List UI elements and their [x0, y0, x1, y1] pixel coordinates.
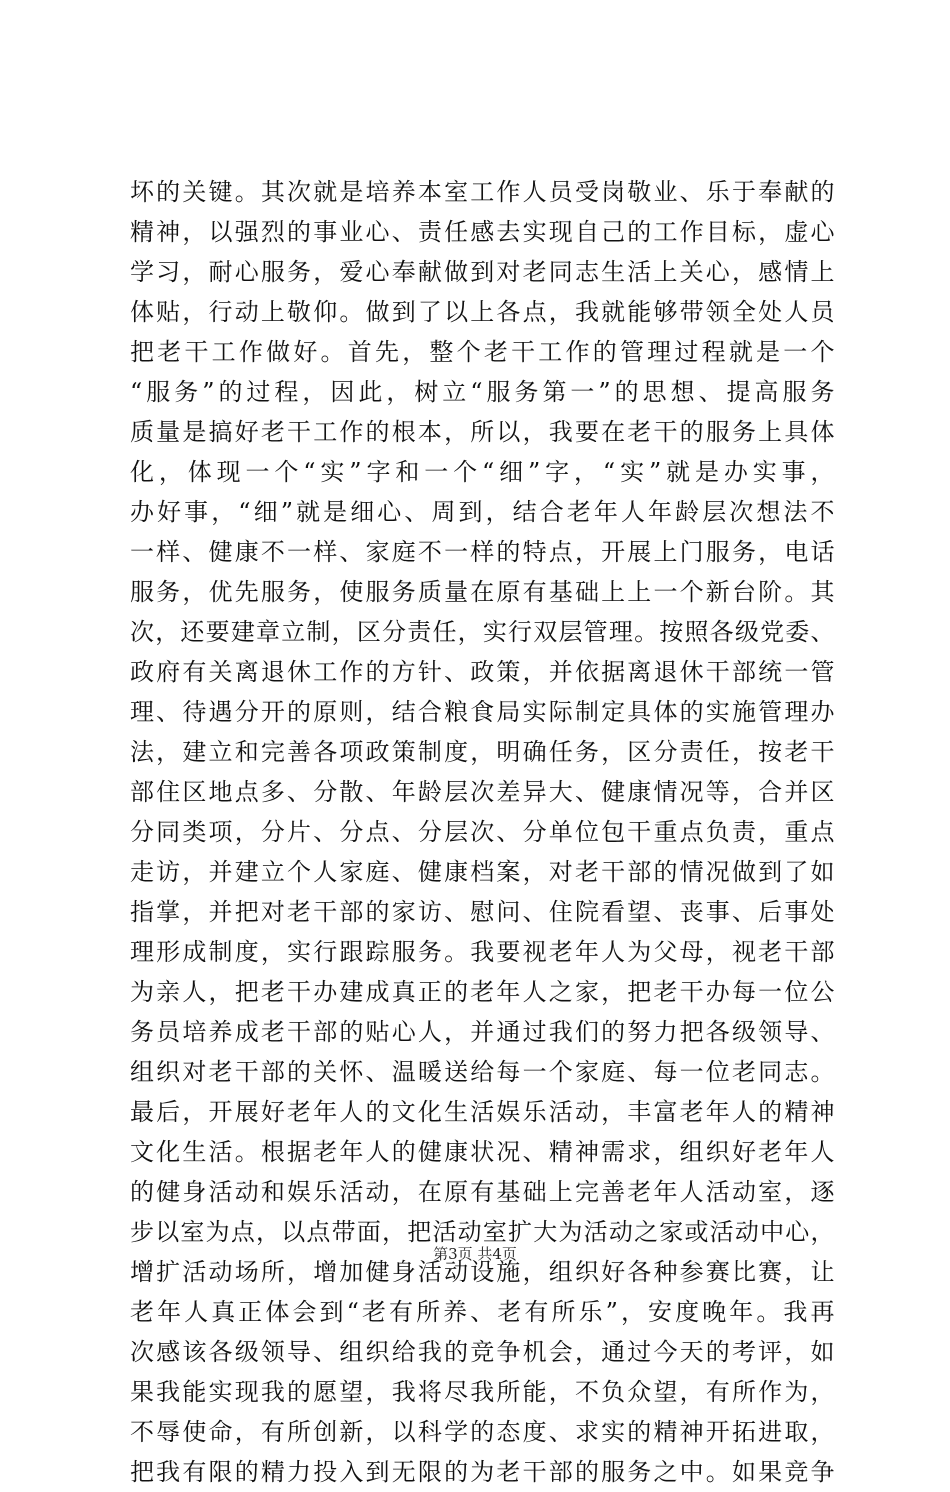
text-line: 的健身活动和娱乐活动，在原有基础上完善老年人活动室，逐	[130, 1178, 835, 1206]
text-line: 老年人真正体会到“老有所养、老有所乐”，安度晚年。我再	[130, 1298, 835, 1326]
text-line: 办好事，“细”就是细心、周到，结合老年人年龄层次想法不	[130, 498, 835, 526]
page-footer: 第3页 共4页	[433, 1245, 517, 1263]
text-line: 不辱使命，有所创新，以科学的态度、求实的精神开拓进取，	[130, 1418, 835, 1446]
text-line: 次感该各级领导、组织给我的竞争机会，通过今天的考评，如	[130, 1338, 835, 1366]
body-text	[130, 172, 835, 1492]
text-line: 体贴，行动上敬仰。做到了以上各点，我就能够带领全处人员	[130, 298, 835, 326]
text-line: 次，还要建章立制，区分责任，实行双层管理。按照各级党委、	[130, 618, 835, 646]
text-line: 化，体现一个“实”字和一个“细”字，“实”就是办实事，	[130, 458, 835, 486]
text-line: 一样、健康不一样、家庭不一样的特点，开展上门服务，电话	[130, 538, 835, 566]
text-line: 理、待遇分开的原则，结合粮食局实际制定具体的实施管理办	[130, 698, 835, 726]
text-line: 精神，以强烈的事业心、责任感去实现自己的工作目标，虚心	[130, 218, 835, 246]
text-line: 理形成制度，实行跟踪服务。我要视老年人为父母，视老干部	[130, 938, 835, 966]
text-line: 走访，并建立个人家庭、健康档案，对老干部的情况做到了如	[130, 858, 835, 886]
text-line: 为亲人，把老干办建成真正的老年人之家，把老干办每一位公	[130, 978, 835, 1006]
text-line: 学习，耐心服务，爱心奉献做到对老同志生活上关心，感情上	[130, 258, 835, 286]
text-line: 质量是搞好老干工作的根本，所以，我要在老干的服务上具体	[130, 418, 835, 446]
text-line: 政府有关离退休工作的方针、政策，并依据离退休干部统一管	[130, 658, 835, 686]
text-line: 果我能实现我的愿望，我将尽我所能，不负众望，有所作为，	[130, 1378, 835, 1406]
text-line: 文化生活。根据老年人的健康状况、精神需求，组织好老年人	[130, 1138, 835, 1166]
text-line: 分同类项，分片、分点、分层次、分单位包干重点负责，重点	[130, 818, 835, 846]
text-line: 法，建立和完善各项政策制度，明确任务，区分责任，按老干	[130, 738, 835, 766]
text-line: 增扩活动场所，增加健身活动设施，组织好各种参赛比赛，让	[130, 1258, 835, 1286]
text-line: 步以室为点，以点带面，把活动室扩大为活动之家或活动中心，	[130, 1218, 835, 1246]
text-line: 指掌，并把对老干部的家访、慰问、住院看望、丧事、后事处	[130, 898, 835, 926]
text-line: 部住区地点多、分散、年龄层次差异大、健康情况等，合并区	[130, 778, 835, 806]
text-line: 服务，优先服务，使服务质量在原有基础上上一个新台阶。其	[130, 578, 835, 606]
text-line: “服务”的过程，因此，树立“服务第一”的思想、提高服务	[130, 378, 835, 406]
text-line: 最后，开展好老年人的文化生活娱乐活动，丰富老年人的精神	[130, 1098, 835, 1126]
text-line: 把老干工作做好。首先，整个老干工作的管理过程就是一个	[130, 338, 835, 366]
text-line: 务员培养成老干部的贴心人，并通过我们的努力把各级领导、	[130, 1018, 835, 1046]
text-line: 组织对老干部的关怀、温暖送给每一个家庭、每一位老同志。	[130, 1058, 835, 1086]
text-line: 把我有限的精力投入到无限的为老干部的服务之中。如果竞争	[130, 1458, 835, 1486]
text-line: 坏的关键。其次就是培养本室工作人员受岗敬业、乐于奉献的	[130, 178, 835, 206]
